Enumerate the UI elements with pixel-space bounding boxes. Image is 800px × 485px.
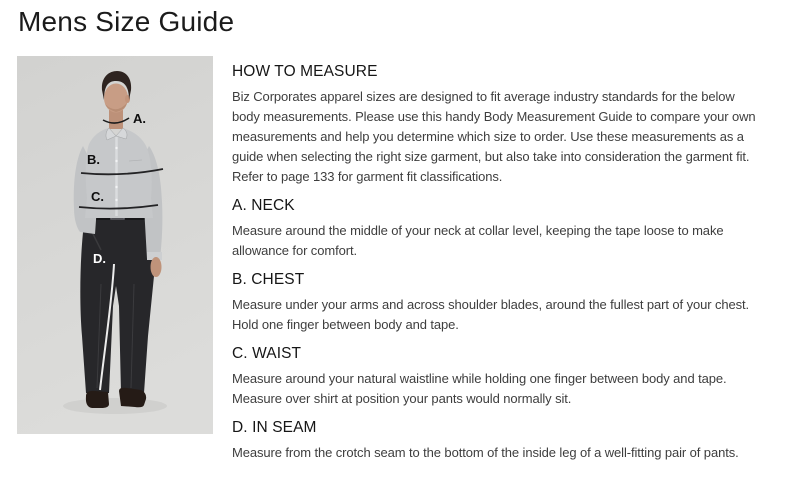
measurement-label-d: D. xyxy=(93,251,106,266)
size-guide-content xyxy=(17,56,800,472)
section-heading: B. CHEST xyxy=(232,271,305,288)
section-neck xyxy=(232,196,759,261)
measurement-label-a: A. xyxy=(133,111,146,126)
section-body: Measure around the middle of your neck at collar level, keeping the tape loose to make allowance for comfort. xyxy=(232,223,724,258)
page-title: Mens Size Guide xyxy=(18,6,235,37)
section-waist xyxy=(232,344,759,409)
section-heading: C. WAIST xyxy=(232,345,302,362)
floor-shadow xyxy=(63,398,167,414)
section-body: Biz Corporates apparel sizes are designed to fit average industry standards for the below body measurements. Please use this handy Body Measurement Guide to compare your own measurements and help you determine which size to order. Use these measurements as a guide when selecting the right size garment, but also take into consideration the garment fit. Refer to page 133 for garment fit classifications. xyxy=(232,89,756,184)
measurement-label-c: C. xyxy=(91,189,104,204)
section-inseam xyxy=(232,418,759,463)
section-body: Measure under your arms and across shoulder blades, around the fullest part of your chest. Hold one finger between body and tape. xyxy=(232,297,750,332)
section-heading: HOW TO MEASURE xyxy=(232,63,378,80)
size-guide-photo xyxy=(17,56,213,434)
neck xyxy=(109,110,123,129)
section-how-to-measure xyxy=(232,62,759,187)
section-chest xyxy=(232,270,759,335)
section-body: Measure from the crotch seam to the bottom of the inside leg of a well-fitting pair of pants. xyxy=(232,445,739,460)
measure-sections xyxy=(232,56,759,472)
man-measurement-illustration xyxy=(17,56,213,434)
measurement-label-b: B. xyxy=(87,152,100,167)
section-body: Measure around your natural waistline while holding one finger between body and tape. Measure over shirt at position your pants would normally sit. xyxy=(232,371,727,406)
section-heading: D. IN SEAM xyxy=(232,419,317,436)
section-heading: A. NECK xyxy=(232,197,295,214)
